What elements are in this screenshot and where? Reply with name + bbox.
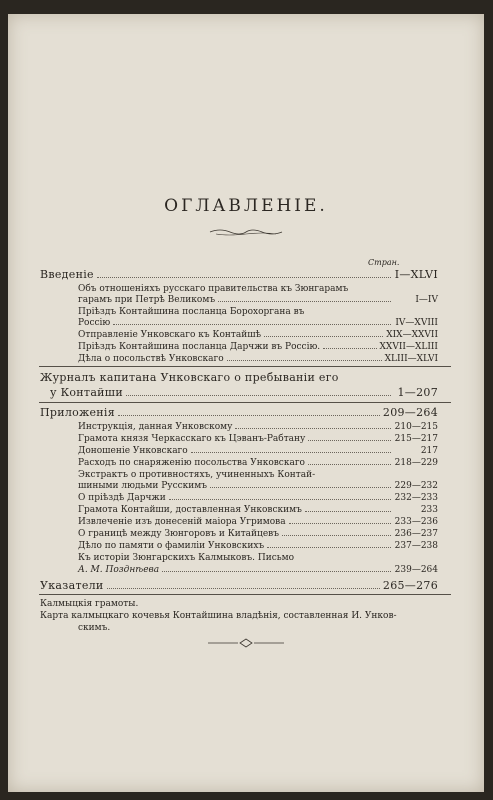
toc-entry xyxy=(78,505,438,516)
dot-leader xyxy=(305,511,391,512)
toc-entry-pages: 209—264 xyxy=(382,406,438,419)
toc-entry-label: Пріѣздъ Контайшина посланца Дарчжи въ Россію. xyxy=(78,342,321,352)
toc-entry xyxy=(78,529,438,540)
toc-entry-label: Грамота Контайши, доставленная Унковскимъ xyxy=(78,505,302,515)
toc-entry-pages: 233 xyxy=(420,505,438,515)
dot-leader xyxy=(126,395,391,396)
toc-entry-line: Къ исторіи Зюнгарскихъ Калмыковъ. Письмо xyxy=(78,553,295,563)
dot-leader xyxy=(162,571,391,572)
section-rule xyxy=(39,366,451,367)
toc-entry-label: Дѣло по памяти о фамиліи Унковскихъ xyxy=(78,541,265,551)
toc-entry-label: Дѣла о посольствѣ Унковскаго xyxy=(78,354,224,364)
toc-entry-pages: 215—217 xyxy=(394,434,438,444)
toc-entry-label: шиными людьми Русскимъ xyxy=(78,481,208,491)
toc-entry xyxy=(78,517,438,528)
toc-entry-line: Объ отношеніяхъ русскаго правительства къ Зюнгарамъ xyxy=(78,284,349,294)
dot-leader xyxy=(289,523,391,524)
toc-entry xyxy=(78,493,438,504)
toc-entry-pages: I—XLVI xyxy=(394,268,438,281)
dot-leader xyxy=(97,277,391,278)
toc-extra-line: Калмыцкія грамоты. xyxy=(40,599,139,609)
toc-entry-pages: 229—232 xyxy=(394,481,438,491)
toc-entry-pages: 236—237 xyxy=(394,529,438,539)
toc-entry-label: Доношеніе Унковскаго xyxy=(78,446,188,456)
toc-entry-pages: XLIII—XLVI xyxy=(384,354,438,364)
dot-leader xyxy=(118,415,380,416)
dot-leader xyxy=(113,324,391,325)
toc-entry-label: Введеніе xyxy=(40,268,94,281)
section-rule xyxy=(39,402,451,403)
toc-entry xyxy=(78,342,438,353)
toc-entry-label: Расходъ по снаряженію посольства Унковскаго xyxy=(78,458,305,468)
toc-entry-appendix xyxy=(40,407,438,418)
toc-entry-label: А. М. Позднѣева xyxy=(78,565,160,575)
book-page xyxy=(8,14,484,792)
toc-entry xyxy=(78,565,438,576)
dot-leader xyxy=(282,535,391,536)
toc-entry xyxy=(78,354,438,365)
toc-entry-pages: IV—XVIII xyxy=(395,318,438,328)
toc-entry-label: Грамота князя Черкасскаго къ Цэванъ-Рабтану xyxy=(78,434,306,444)
toc-entry-label: Отправленіе Унковскаго къ Контайшѣ xyxy=(78,330,262,340)
toc-entry-line: Пріѣздъ Контайшина посланца Борохоргана въ xyxy=(78,307,305,317)
page-column-header: Стран. xyxy=(368,258,400,267)
dot-leader xyxy=(107,588,380,589)
toc-entry xyxy=(78,481,438,492)
toc-entry-index xyxy=(40,580,438,591)
toc-extra-line: Карта калмыцкаго кочевья Контайшина владѣнія, составленная И. Унков- xyxy=(40,611,397,621)
toc-entry-pages: 239—264 xyxy=(394,565,438,575)
toc-entry xyxy=(78,541,438,552)
bottom-ornament xyxy=(8,637,484,649)
dot-leader xyxy=(218,301,391,302)
dot-leader xyxy=(227,360,382,361)
toc-entry-pages: XXVII—XLIII xyxy=(379,342,438,352)
toc-entry-label: О пріѣздѣ Дарчжи xyxy=(78,493,166,503)
dot-leader xyxy=(323,348,376,349)
toc-entry-label: Инструкція, данная Унковскому xyxy=(78,422,233,432)
toc-entry-label: Приложенія xyxy=(40,406,115,419)
toc-entry xyxy=(78,434,438,445)
toc-entry xyxy=(78,295,438,306)
toc-entry-pages: XIX—XXVII xyxy=(386,330,438,340)
toc-entry-label: гарамъ при Петрѣ Великомъ xyxy=(78,295,216,305)
page-title: ОГЛАВЛЕНІЕ. xyxy=(164,196,328,216)
dot-leader xyxy=(308,440,391,441)
toc-entry-pages: 233—236 xyxy=(394,517,438,527)
dot-leader xyxy=(308,464,391,465)
dot-leader xyxy=(191,452,391,453)
dot-leader xyxy=(264,336,383,337)
title-ornament xyxy=(8,226,484,238)
toc-entry-journal xyxy=(50,387,438,398)
toc-entry-journal-line: Журналъ капитана Унковскаго о пребываніи его xyxy=(40,371,339,384)
toc-entry-intro xyxy=(40,269,438,280)
toc-entry xyxy=(78,330,438,341)
toc-entry-label: Извлеченіе изъ донесеній маіора Угримова xyxy=(78,517,286,527)
toc-entry xyxy=(78,318,438,329)
toc-entry-pages: 210—215 xyxy=(394,422,438,432)
toc-entry xyxy=(78,458,438,469)
dot-leader xyxy=(267,547,391,548)
dot-leader xyxy=(169,499,391,500)
toc-entry-pages: I—IV xyxy=(415,295,438,305)
section-rule xyxy=(39,594,451,595)
toc-extra-line: скимъ. xyxy=(78,623,111,633)
toc-entry-pages: 265—276 xyxy=(382,579,438,592)
toc-entry-pages: 1—207 xyxy=(397,386,438,399)
toc-entry-label: Указатели xyxy=(40,579,104,592)
toc-entry-label: у Контайши xyxy=(50,386,123,399)
dot-leader xyxy=(235,428,391,429)
dot-leader xyxy=(210,487,391,488)
toc-entry xyxy=(78,422,438,433)
toc-entry xyxy=(78,446,438,457)
toc-entry-pages: 217 xyxy=(420,446,438,456)
toc-entry-pages: 237—238 xyxy=(394,541,438,551)
toc-entry-label: Россію xyxy=(78,318,111,328)
toc-entry-label: О границѣ между Зюнгоровъ и Китайцевъ xyxy=(78,529,279,539)
toc-entry-pages: 218—229 xyxy=(394,458,438,468)
toc-entry-line: Экстрактъ о противностяхъ, учиненныхъ Контай- xyxy=(78,470,316,480)
toc-entry-pages: 232—233 xyxy=(394,493,438,503)
